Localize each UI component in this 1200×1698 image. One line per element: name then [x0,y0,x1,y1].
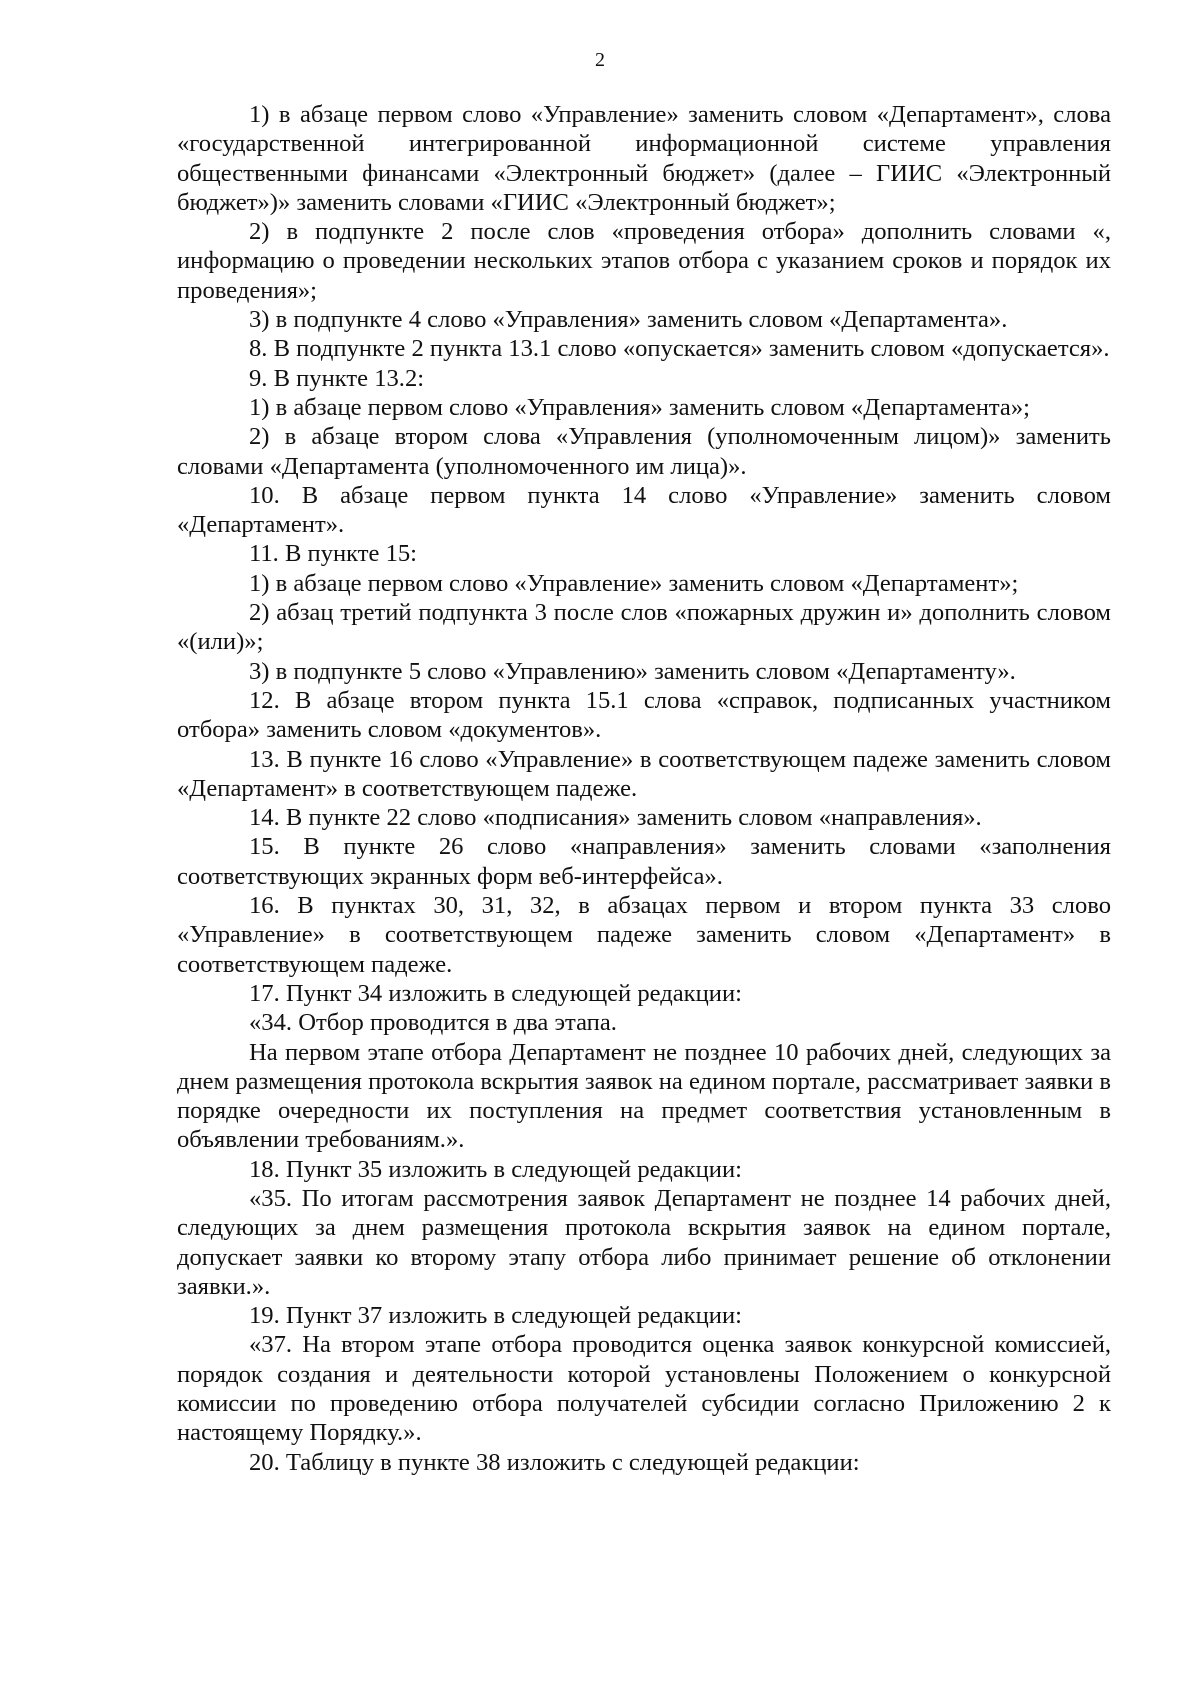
paragraph: 10. В абзаце первом пункта 14 слово «Управление» заменить словом «Департамент». [177,481,1111,539]
paragraph: 15. В пункте 26 слово «направления» заменить словами «заполнения соответствующих экранных форм веб-интерфейса». [177,833,1111,890]
paragraph: 1) в абзаце первом слово «Управление» заменить словом «Департамент»; [249,569,1019,597]
paragraph: 16. В пунктах 30, 31, 32, в абзацах первом и втором пункта 33 слово «Управление» в соответствующем падеже заменить словом «Департамент» в соответствующем падеже. [177,892,1111,978]
document-body [177,100,1111,1477]
paragraph: 3) в подпункте 5 слово «Управлению» заменить словом «Департаменту». [249,657,1016,685]
paragraph: 19. Пункт 37 изложить в следующей редакции: [249,1302,742,1330]
paragraph: 2) абзац третий подпункта 3 после слов «пожарных дружин и» дополнить словом «(или)»; [177,599,1111,656]
paragraph: 1) в абзаце первом слово «Управление» заменить словом «Департамент», слова «государственной интегрированной информационной системе управления общественными финансами «Электронный бюджет» (далее – ГИИС «Электронный бюджет»)» заменить словами «ГИИС «Электронный бюджет»; [177,101,1111,216]
paragraph: «34. Отбор проводится в два этапа. [249,1009,617,1037]
page-number: 2 [595,49,605,71]
paragraph: 2) в абзаце втором слова «Управления (уполномоченным лицом)» заменить словами «Департамента (уполномоченного им лица)». [177,423,1111,480]
paragraph: 1) в абзаце первом слово «Управления» заменить словом «Департамента»; [249,393,1030,421]
paragraph: 3) в подпункте 4 слово «Управления» заменить словом «Департамента». [249,306,1008,334]
paragraph: «37. На втором этапе отбора проводится оценка заявок конкурсной комиссией, порядок создания и деятельности которой установлены Положением о конкурсной комиссии по проведению отбора получателей субсидии согласно Приложению 2 к настоящему Порядку.». [177,1331,1111,1447]
paragraph: 12. В абзаце втором пункта 15.1 слова «справок, подписанных участником отбора» заменить словом «документов». [177,686,1111,744]
paragraph: 14. В пункте 22 слово «подписания» заменить словом «направления». [249,804,982,832]
paragraph: 9. В пункте 13.2: [249,364,425,392]
paragraph: 8. В подпункте 2 пункта 13.1 слово «опускается» заменить словом «допускается». [249,335,1110,363]
paragraph: 18. Пункт 35 изложить в следующей редакции: [249,1155,742,1183]
paragraph: На первом этапе отбора Департамент не позднее 10 рабочих дней, следующих за днем размещения протокола вскрытия заявок на едином портале, рассматривает заявки в порядке очередности их поступления на предмет соответствия установленным в объявлении требованиям.». [177,1038,1111,1154]
paragraph: 11. В пункте 15: [249,540,418,568]
paragraph: «35. По итогам рассмотрения заявок Департамент не позднее 14 рабочих дней, следующих за днем размещения протокола вскрытия заявок на едином портале, допускает заявки ко второму этапу отбора либо принимает решение об отклонении заявки.». [177,1184,1111,1300]
paragraph: 20. Таблицу в пункте 38 изложить с следующей редакции: [249,1448,860,1476]
paragraph: 2) в подпункте 2 после слов «проведения отбора» дополнить словами «, информацию о проведении нескольких этапов отбора с указанием сроков и порядок их проведения»; [177,218,1111,304]
paragraph: 13. В пункте 16 слово «Управление» в соответствующем падеже заменить словом «Департамент» в соответствующем падеже. [177,745,1111,802]
paragraph: 17. Пункт 34 изложить в следующей редакции: [249,979,742,1007]
